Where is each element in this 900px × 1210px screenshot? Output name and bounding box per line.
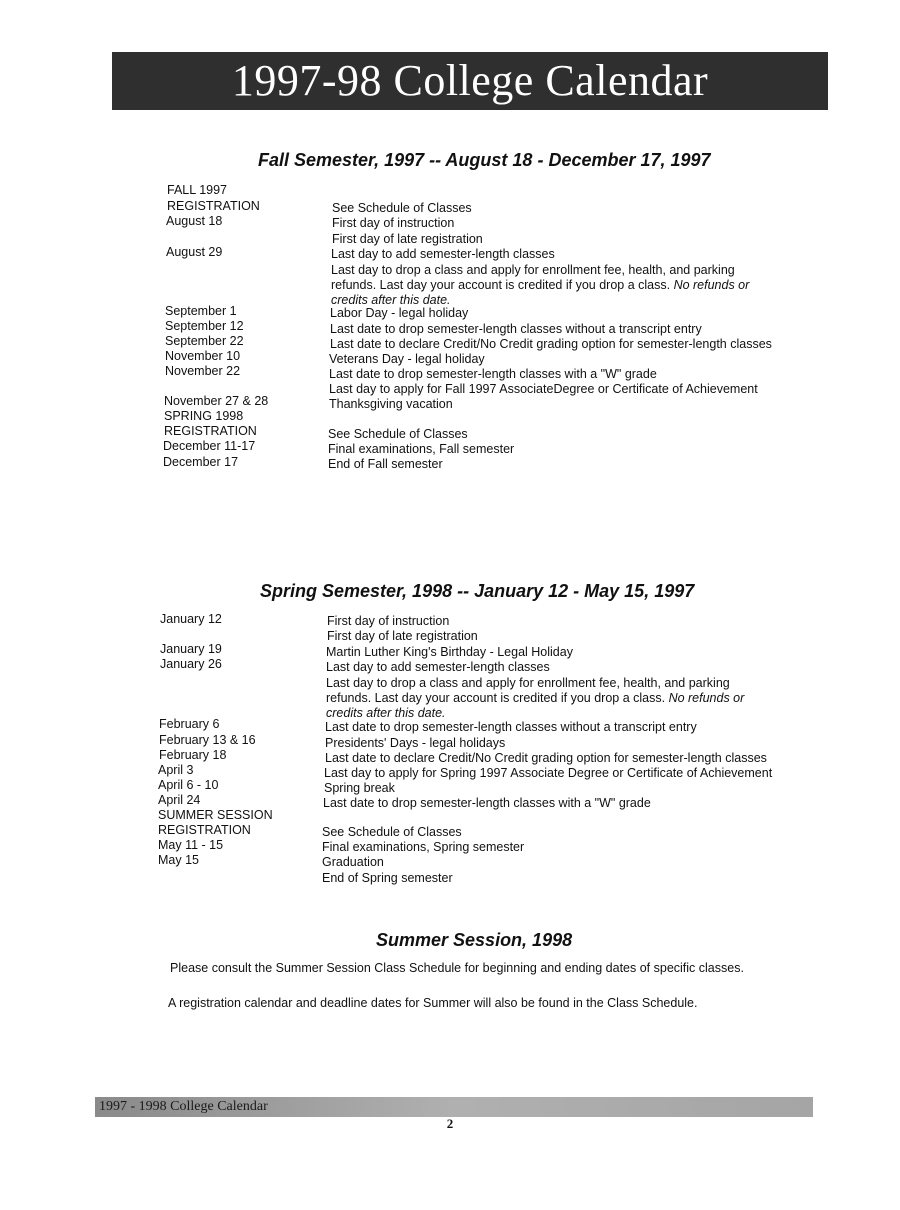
fall-event: Last date to drop semester-length classes with a "W" grade xyxy=(329,367,657,381)
spring-event: Last day to apply for Spring 1997 Associate Degree or Certificate of Achievement xyxy=(324,766,773,780)
spring-date: February 18 xyxy=(159,748,227,762)
spring-refund-text: Last day to drop a class and apply for enrollment fee, health, and parking refunds. Last day your account is credited if you drop a class. xyxy=(326,676,730,705)
fall-event: See Schedule of Classes xyxy=(328,427,468,441)
spring-date: January 19 xyxy=(160,642,222,656)
spring-date: April 24 xyxy=(158,793,201,807)
spring-event: Last date to declare Credit/No Credit grading option for semester-length classes xyxy=(325,751,767,765)
fall-event: First day of instruction xyxy=(332,216,455,230)
footer-bar xyxy=(95,1097,813,1117)
spring-event xyxy=(326,676,776,721)
spring-date: February 6 xyxy=(159,717,220,731)
spring-event: End of Spring semester xyxy=(322,871,453,885)
fall-refund-note: No refunds or credits after this date. xyxy=(331,278,750,307)
summer-paragraph-1: Please consult the Summer Session Class Schedule for beginning and ending dates of specific classes. xyxy=(170,961,744,975)
spring-event: First day of instruction xyxy=(327,614,450,628)
fall-event: Last day to add semester-length classes xyxy=(331,247,555,261)
summer-section-title: Summer Session, 1998 xyxy=(376,930,573,950)
fall-date: REGISTRATION xyxy=(164,424,257,438)
spring-event: Martin Luther King's Birthday - Legal Holiday xyxy=(326,645,573,659)
fall-date: FALL 1997 xyxy=(167,183,228,197)
fall-event: See Schedule of Classes xyxy=(332,201,472,215)
spring-refund-note: No refunds or credits after this date. xyxy=(326,691,745,720)
fall-date: September 22 xyxy=(165,334,244,348)
fall-date: November 10 xyxy=(165,349,241,363)
page-number: 2 xyxy=(446,1116,454,1131)
fall-event: Veterans Day - legal holiday xyxy=(329,352,485,366)
spring-event: See Schedule of Classes xyxy=(322,825,462,839)
fall-date: September 1 xyxy=(165,304,237,318)
spring-event: Graduation xyxy=(322,855,384,869)
spring-event: Presidents' Days - legal holidays xyxy=(325,736,506,750)
title-banner xyxy=(112,52,828,110)
spring-date: April 3 xyxy=(158,763,194,777)
fall-date: SPRING 1998 xyxy=(164,409,244,423)
fall-date: December 11-17 xyxy=(163,439,256,453)
summer-paragraph-2: A registration calendar and deadline dates for Summer will also be found in the Class Schedule. xyxy=(168,996,698,1010)
fall-event: Thanksgiving vacation xyxy=(329,397,453,411)
spring-date: May 11 - 15 xyxy=(158,838,224,852)
spring-event: First day of late registration xyxy=(327,629,478,643)
fall-date: December 17 xyxy=(163,455,239,469)
fall-event: Last date to drop semester-length classes without a transcript entry xyxy=(330,322,702,336)
fall-section-title: Fall Semester, 1997 -- August 18 - December 17, 1997 xyxy=(258,150,711,170)
fall-event: Last day to apply for Fall 1997 AssociateDegree or Certificate of Achievement xyxy=(329,382,758,396)
spring-date: REGISTRATION xyxy=(158,823,251,837)
spring-event: Last date to drop semester-length classes without a transcript entry xyxy=(325,720,697,734)
spring-event: Last day to add semester-length classes xyxy=(326,660,550,674)
spring-event: Final examinations, Spring semester xyxy=(322,840,525,854)
fall-date: August 18 xyxy=(166,214,223,228)
spring-date: May 15 xyxy=(158,853,199,867)
spring-date: January 26 xyxy=(160,657,222,671)
fall-event: Final examinations, Fall semester xyxy=(328,442,515,456)
fall-event: First day of late registration xyxy=(332,232,483,246)
fall-date: November 22 xyxy=(165,364,241,378)
spring-section-title: Spring Semester, 1998 -- January 12 - May 15, 1997 xyxy=(260,581,695,601)
fall-date: August 29 xyxy=(166,245,223,259)
footer-title: 1997 - 1998 College Calendar xyxy=(99,1099,268,1114)
spring-event: Last date to drop semester-length classes with a "W" grade xyxy=(323,796,651,810)
fall-date: November 27 & 28 xyxy=(164,394,269,408)
fall-date: REGISTRATION xyxy=(167,199,260,213)
fall-refund-text: Last day to drop a class and apply for enrollment fee, health, and parking refunds. Last day your account is credited if you drop a class. xyxy=(331,263,735,292)
spring-date: February 13 & 16 xyxy=(159,733,256,747)
fall-date: September 12 xyxy=(165,319,244,333)
spring-date: April 6 - 10 xyxy=(158,778,219,792)
fall-event: Last date to declare Credit/No Credit grading option for semester-length classes xyxy=(330,337,772,351)
spring-date: SUMMER SESSION xyxy=(158,808,273,822)
fall-event xyxy=(331,263,781,308)
fall-event: Labor Day - legal holiday xyxy=(330,306,469,320)
fall-event: End of Fall semester xyxy=(328,457,443,471)
spring-date: January 12 xyxy=(160,612,222,626)
spring-event: Spring break xyxy=(324,781,395,795)
page-title: 1997-98 College Calendar xyxy=(231,56,709,105)
